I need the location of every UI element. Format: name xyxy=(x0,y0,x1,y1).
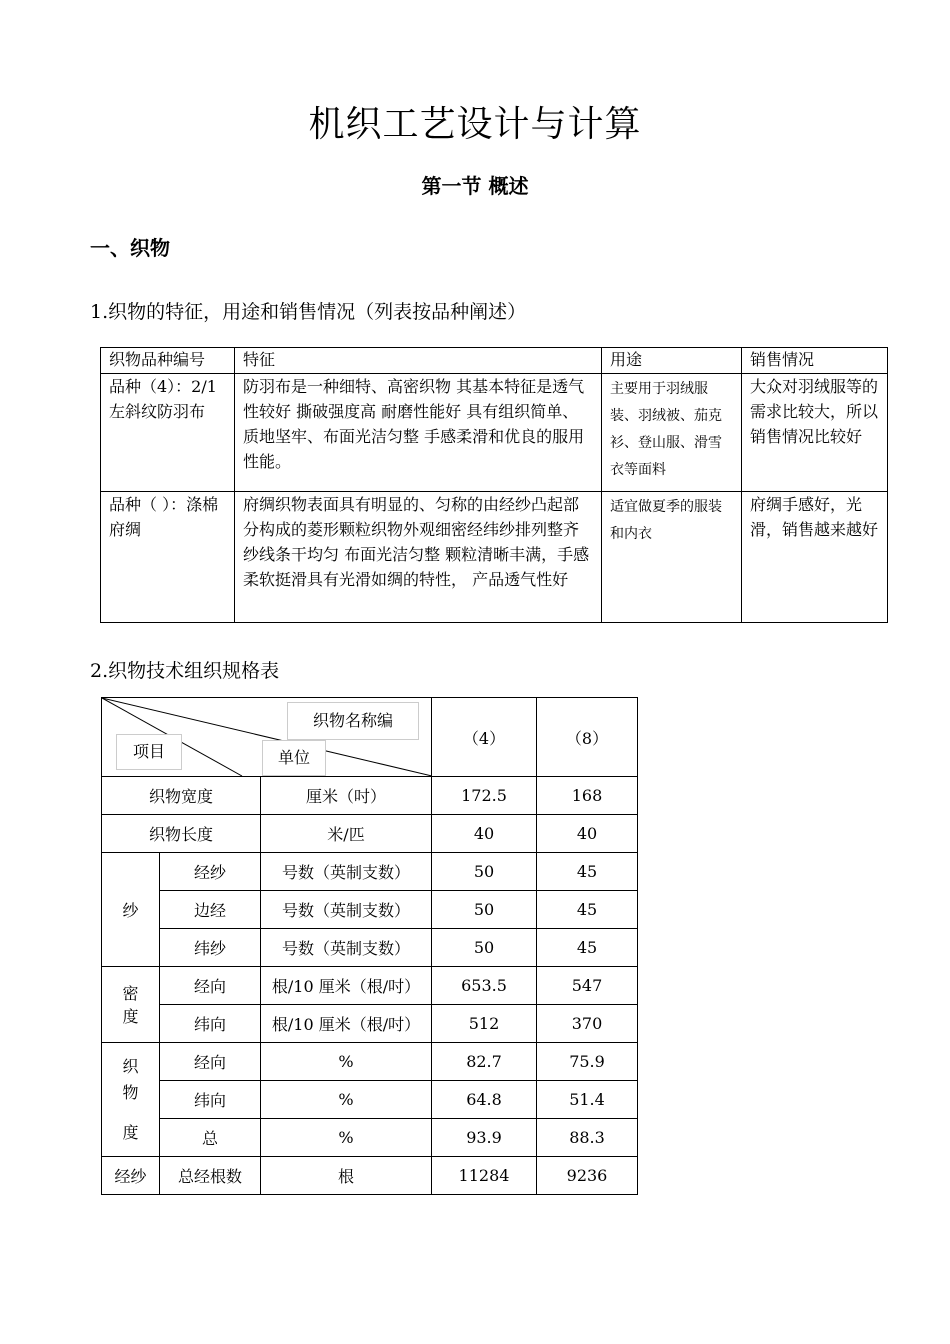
row-label: 织物长度 xyxy=(102,815,261,853)
table-row xyxy=(101,492,888,623)
value-cell: 653.5 xyxy=(432,967,537,1005)
group-label: 密度 xyxy=(102,967,160,1043)
value-cell: 51.4 xyxy=(537,1081,638,1119)
row-label: 纬向 xyxy=(160,1081,261,1119)
row-label: 纬向 xyxy=(160,1005,261,1043)
col-header-4: （4） xyxy=(432,698,537,777)
section-title: 第一节 概述 xyxy=(421,174,529,198)
value-cell: 64.8 xyxy=(432,1081,537,1119)
value-cell: 88.3 xyxy=(537,1119,638,1157)
corner-unit: 单位 xyxy=(262,740,326,776)
table-row xyxy=(102,1157,638,1195)
unit-cell: 根 xyxy=(261,1157,432,1195)
value-cell: 9236 xyxy=(537,1157,638,1195)
unit-cell: 厘米（吋） xyxy=(261,777,432,815)
document-title: 机织工艺设计与计算 xyxy=(308,104,642,145)
unit-cell: % xyxy=(261,1043,432,1081)
table-row xyxy=(102,1119,638,1157)
table-row xyxy=(102,929,638,967)
value-cell: 50 xyxy=(432,891,537,929)
value-cell: 93.9 xyxy=(432,1119,537,1157)
row-label: 总经根数 xyxy=(160,1157,261,1195)
group-label xyxy=(102,1043,160,1157)
sales-cell: 府绸手感好，光滑，销售越来越好 xyxy=(742,492,888,623)
usage-cell: 适宜做夏季的服装和内衣 xyxy=(602,492,742,623)
variety-cell: 品种（ ）：涤棉府绸 xyxy=(101,492,235,623)
heading-fabric: 一、织物 xyxy=(90,236,170,260)
table-row xyxy=(102,891,638,929)
fabric-spec-table xyxy=(101,697,638,1195)
value-cell: 168 xyxy=(537,777,638,815)
table-header-row xyxy=(101,348,888,374)
value-cell: 370 xyxy=(537,1005,638,1043)
table-row xyxy=(102,1005,638,1043)
table-row xyxy=(101,374,888,492)
value-cell: 45 xyxy=(537,891,638,929)
value-cell: 40 xyxy=(537,815,638,853)
row-label: 经纱 xyxy=(160,853,261,891)
value-cell: 45 xyxy=(537,853,638,891)
corner-item: 项目 xyxy=(116,734,182,770)
usage-cell: 主要用于羽绒服装、羽绒被、茄克衫、登山服、滑雪衣等面料 xyxy=(602,374,742,492)
group-char: 物 xyxy=(122,1082,139,1102)
unit-cell: 根/10 厘米（根/吋） xyxy=(261,967,432,1005)
feature-cell: 防羽布是一种细特、高密织物 其基本特征是透气性较好 撕破强度高 耐磨性能好 具有组织简单、质地坚牢、布面光洁匀整 手感柔滑和优良的服用性能。 xyxy=(235,374,602,492)
sales-cell: 大众对羽绒服等的需求比较大，所以销售情况比较好 xyxy=(742,374,888,492)
unit-cell: % xyxy=(261,1081,432,1119)
unit-cell: 号数（英制支数） xyxy=(261,853,432,891)
row-label: 经向 xyxy=(160,967,261,1005)
fabric-features-table xyxy=(100,347,888,623)
header-usage: 用途 xyxy=(602,348,742,374)
value-cell: 40 xyxy=(432,815,537,853)
value-cell: 512 xyxy=(432,1005,537,1043)
value-cell: 82.7 xyxy=(432,1043,537,1081)
group-char: 度 xyxy=(122,1122,139,1142)
row-label: 边经 xyxy=(160,891,261,929)
value-cell: 547 xyxy=(537,967,638,1005)
group-char: 织 xyxy=(122,1056,139,1076)
value-cell: 50 xyxy=(432,853,537,891)
table-row xyxy=(102,777,638,815)
value-cell: 45 xyxy=(537,929,638,967)
header-feature: 特征 xyxy=(235,348,602,374)
row-label: 织物宽度 xyxy=(102,777,261,815)
feature-cell: 府绸织物表面具有明显的、匀称的由经纱凸起部分构成的菱形颗粒织物外观细密经纬纱排列整齐 纱线条干均匀 布面光洁匀整 颗粒清晰丰满，手感柔软挺滑具有光滑如绸的特性， 产品透气性好 xyxy=(235,492,602,623)
table-row xyxy=(102,1043,638,1081)
unit-cell: % xyxy=(261,1119,432,1157)
table-row xyxy=(102,1081,638,1119)
heading-features: 1.织物的特征，用途和销售情况（列表按品种阐述） xyxy=(90,301,527,323)
table-header-row xyxy=(102,698,638,777)
value-cell: 172.5 xyxy=(432,777,537,815)
table-row xyxy=(102,853,638,891)
unit-cell: 号数（英制支数） xyxy=(261,929,432,967)
value-cell: 50 xyxy=(432,929,537,967)
col-header-8: （8） xyxy=(537,698,638,777)
table-row xyxy=(102,967,638,1005)
unit-cell: 根/10 厘米（根/吋） xyxy=(261,1005,432,1043)
variety-cell: 品种（4）：2/1 左斜纹防羽布 xyxy=(101,374,235,492)
value-cell: 11284 xyxy=(432,1157,537,1195)
row-label: 总 xyxy=(160,1119,261,1157)
value-cell: 75.9 xyxy=(537,1043,638,1081)
table-row xyxy=(102,815,638,853)
diagonal-header-cell xyxy=(102,698,432,777)
row-label: 纬纱 xyxy=(160,929,261,967)
corner-fabric-name: 织物名称编 xyxy=(287,702,419,740)
header-sales: 销售情况 xyxy=(742,348,888,374)
group-label: 纱 xyxy=(102,853,160,967)
header-variety: 织物品种编号 xyxy=(101,348,235,374)
unit-cell: 米/匹 xyxy=(261,815,432,853)
unit-cell: 号数（英制支数） xyxy=(261,891,432,929)
group-label: 经纱 xyxy=(102,1157,160,1195)
row-label: 经向 xyxy=(160,1043,261,1081)
heading-spec-table: 2.织物技术组织规格表 xyxy=(90,660,280,682)
